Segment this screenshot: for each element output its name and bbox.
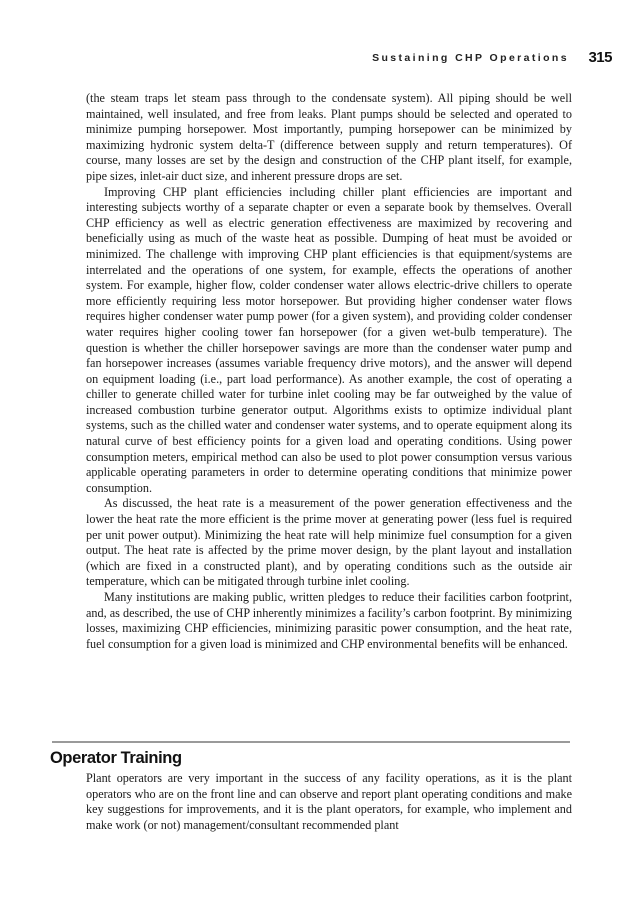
body-text — [86, 91, 572, 652]
section-heading: Operator Training — [50, 749, 182, 767]
paragraph-continued: (the steam traps let steam pass through to the condensate system). All piping should be well maintained, well insulated, and free from leaks. Plant pumps should be selected and operated to minimize pumping horsepower. Most importantly, pumping horsepower can be minimized by maximizing hydronic system delta-T (difference between supply and return temperatures). Of course, many losses are set by the design and construction of the CHP plant itself, for example, pipe sizes, inlet-air duct size, and inherent pressure drops are set. — [86, 91, 572, 183]
section-divider — [52, 741, 570, 743]
paragraph-operator-training: Plant operators are very important in the success of any facility operations, as it is the plant operators who are on the front line and can observe and report plant operating conditions and make key suggestions for improvements, and it is the plant operators, for example, who implement and make work (or not) management/consultant recommended plant — [86, 771, 572, 832]
running-header — [0, 49, 621, 69]
paragraph-heat-rate: As discussed, the heat rate is a measurement of the power generation effectiveness and the lower the heat rate the more efficient is the prime mover at generating power (less fuel is required per unit power output). Minimizing the heat rate will help minimize fuel consumption for a given output. The heat rate is affected by the prime mover design, by the plant layout and installation (which are fixed in a constructed plant), and by operating conditions such as the outside air temperature, which can be mitigated through turbine inlet cooling. — [86, 496, 572, 589]
paragraph-carbon-footprint: Many institutions are making public, written pledges to reduce their facilities carbon footprint, and, as described, the use of CHP inherently minimizes a facility’s carbon footprint. By minimizing losses, maximizing CHP efficiencies, minimizing parasitic power consumption, and the heat rate, fuel consumption for a given load is minimized and CHP environmental benefits will be enhanced. — [86, 590, 572, 651]
section-text — [86, 771, 572, 833]
running-title: Sustaining CHP Operations — [372, 52, 569, 64]
page-number: 315 — [588, 49, 612, 66]
paragraph-chp-efficiencies: Improving CHP plant efficiencies including chiller plant efficiencies are important and interesting subjects worthy of a separate chapter or even a separate book by themselves. Overall CHP efficiency as well as electric generation effectiveness are maximized by recovering and beneficially using as much of the waste heat as possible. Dumping of heat must be avoided or minimized. The challenge with improving CHP plant efficiencies is that equipment/systems are interrelated and the operations of one system, for example, effects the operations of another system. For example, higher flow, colder condenser water allows electric-drive chillers to operate more efficiently requiring less motor horsepower. But providing higher condenser water flows requires higher condenser water pump power (for a given system), and providing colder condenser water requires higher cooling tower fan horsepower (for a given wet-bulb temperature). The question is whether the chiller horsepower savings are more than the condenser water pump and fan horsepower increases (assumes variable frequency drive motors), and the answer will depend on equipment loading (i.e., part load performance). As another example, the cost of operating a chiller to generate chilled water for turbine inlet cooling may be far outweighed by the value of increased combustion turbine generator output. Algorithms exists to optimize individual plant systems, such as the chilled water and condenser water systems, and to operate equipment along its natural curve of best efficiency points for a given load and operating conditions. Using power consumption meters, empirical method can also be used to plot power consumption versus various applicable operating parameters in order to determine operating conditions that minimize power consumption. — [86, 184, 572, 495]
